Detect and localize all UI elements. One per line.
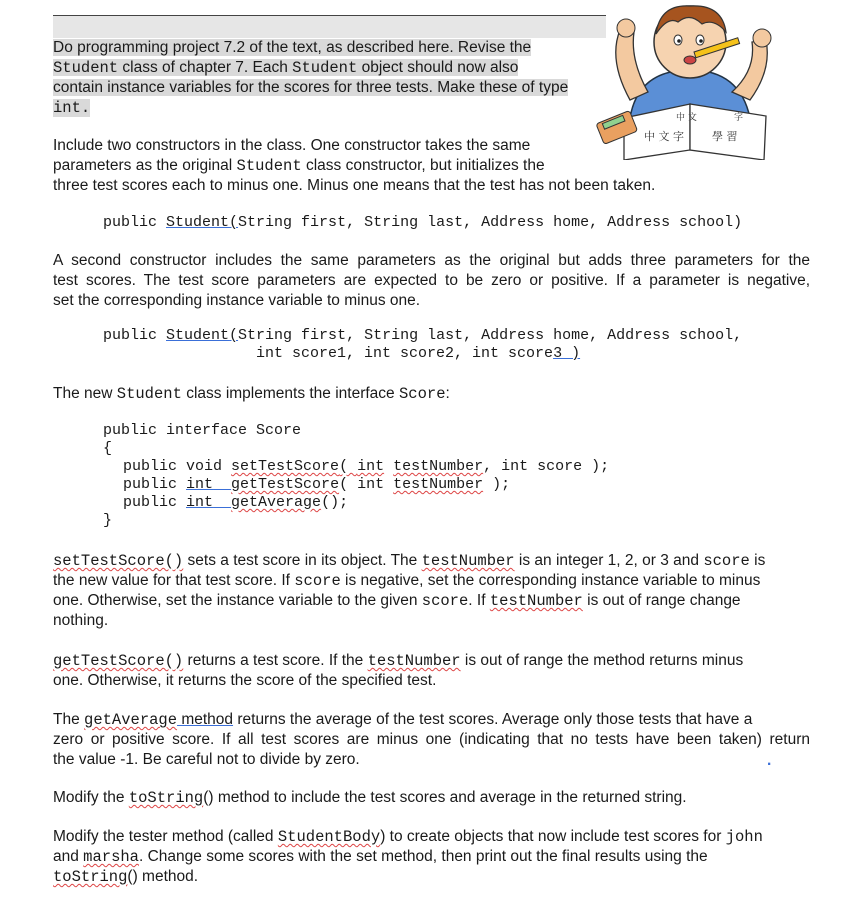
para2-line-3: set the corresponding instance variable to minus one. bbox=[53, 292, 421, 309]
para8-line-2: and marsha. Change some scores with the set method, then print out the final results using the bbox=[53, 848, 708, 866]
interface-decl: public interface Score bbox=[103, 422, 302, 439]
para1-line-3: three test scores each to minus one. Minus one means that the test has not been taken. bbox=[53, 177, 656, 194]
code-score: Score bbox=[398, 385, 446, 403]
interface-close-brace: } bbox=[103, 512, 113, 529]
intro-line-3: contain instance variables for the scores for three tests. Make these of type bbox=[53, 79, 569, 96]
top-left-text: 中 文 bbox=[676, 113, 697, 123]
interface-method-2: public int getTestScore( int testNumber ); bbox=[123, 476, 511, 493]
interface-method-3: public int getAverage(); bbox=[123, 494, 349, 511]
book-left-text: 中 文 字 bbox=[644, 130, 684, 143]
code-student: Student bbox=[236, 157, 302, 175]
para5-line-2: one. Otherwise, it returns the score of the specified test. bbox=[53, 672, 437, 689]
para8-line-1: Modify the tester method (called StudentBody) to create objects that now include test scores for john bbox=[53, 828, 763, 846]
constructor-2-code: public Student(String first, String last, Address home, Address school, bbox=[103, 327, 743, 344]
intro-line-1: Do programming project 7.2 of the text, as described here. Revise the bbox=[53, 39, 532, 56]
book-right-text: 學 習 bbox=[712, 130, 738, 143]
para2-line-1: A second constructor includes the same parameters as the original but adds three parameters for the bbox=[53, 252, 810, 269]
code-student: Student bbox=[292, 59, 358, 77]
para7-line: Modify the toString() method to include the test scores and average in the returned string. bbox=[53, 789, 687, 807]
constructor-2-code-line-2: int score1, int score2, int score3 ) bbox=[256, 345, 581, 362]
student-clipart bbox=[590, 0, 790, 160]
para1-line-2: parameters as the original Student class constructor, but initializes the bbox=[53, 157, 545, 175]
para4-line-2: the new value for that test score. If score is negative, set the corresponding instance variable to minus bbox=[53, 572, 761, 590]
student-ctor-name: Student bbox=[166, 214, 230, 231]
para1-line-1: Include two constructors in the class. One constructor takes the same bbox=[53, 137, 531, 154]
constructor-1-code: public Student(String first, String last, Address home, Address school) bbox=[103, 214, 743, 231]
para6-line-1: The getAverage method returns the average of the test scores. Average only those tests that have a bbox=[53, 711, 753, 729]
top-shade bbox=[53, 16, 606, 38]
intro-line-2: Student class of chapter 7. Each Student object should now also bbox=[53, 59, 519, 77]
para4-line-3: one. Otherwise, set the instance variable to the given score. If testNumber is out of range change bbox=[53, 592, 741, 610]
para2-line-2: test scores. The test score parameters are expected to be zero or positive. If a parameter is negative, bbox=[53, 272, 810, 289]
code-student: Student bbox=[116, 385, 182, 403]
para4-line-1: setTestScore() sets a test score in its object. The testNumber is an integer 1, 2, or 3 and score is bbox=[53, 552, 766, 570]
student-clipart-svg bbox=[590, 0, 790, 160]
interface-open-brace: { bbox=[103, 440, 113, 457]
para4-line-4: nothing. bbox=[53, 612, 109, 629]
para5-line-1: getTestScore() returns a test score. If the testNumber is out of range the method returns minus bbox=[53, 652, 744, 670]
para6-line-3: the value -1. Be careful not to divide by zero. bbox=[53, 751, 360, 768]
para6-line-2: zero or positive score. If all test scores are minus one (indicating that no tests have been taken) return bbox=[53, 731, 810, 748]
top-right-text: 字 bbox=[734, 113, 744, 123]
interface-method-1: public void setTestScore( int testNumber, int score ); bbox=[123, 458, 610, 475]
stray-dot: . bbox=[767, 752, 772, 769]
para3-line: The new Student class implements the interface Score: bbox=[53, 385, 450, 403]
intro-line-4: int. bbox=[53, 99, 91, 117]
student-ctor-name: Student bbox=[166, 327, 230, 344]
para8-line-3: toString() method. bbox=[53, 868, 199, 886]
code-student: Student bbox=[53, 59, 119, 77]
